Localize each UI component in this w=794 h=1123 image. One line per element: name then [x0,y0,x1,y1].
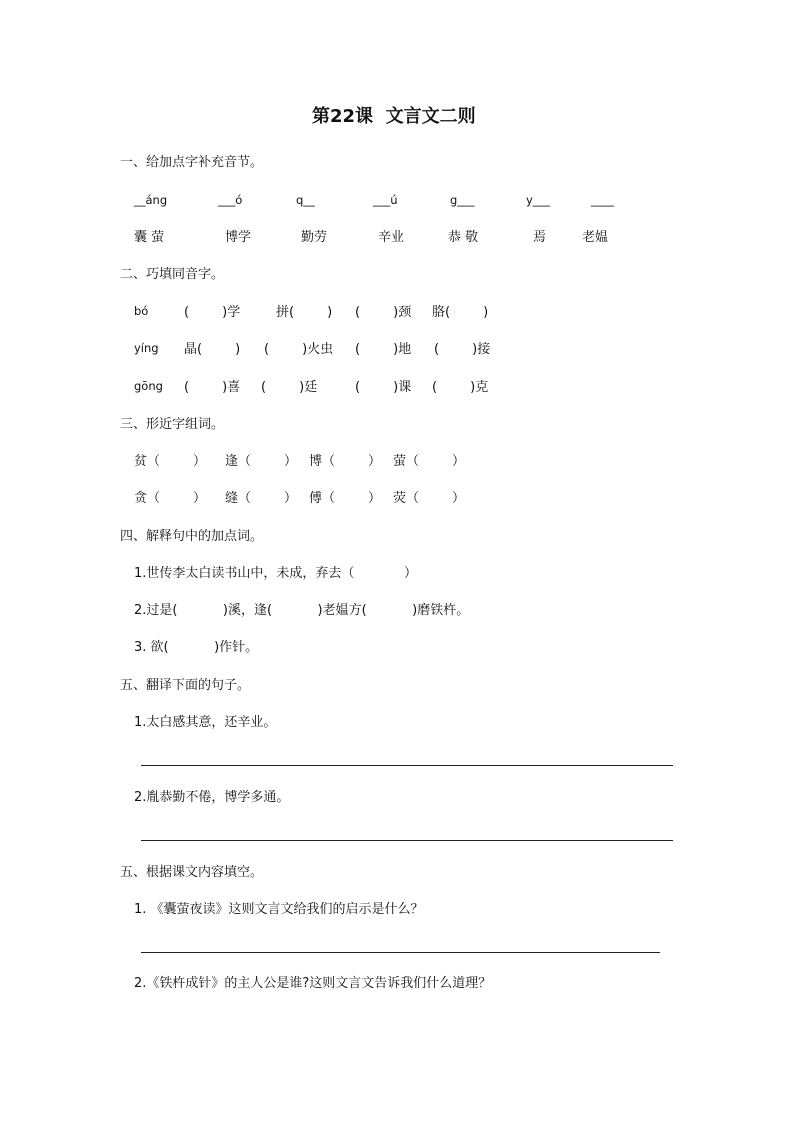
row-pinyin: bó [134,304,149,318]
fill-item: 胳( ) [432,305,489,320]
pinyin-blank: y___ [526,193,551,207]
answer-line [141,952,660,953]
word: 博学 [225,230,252,245]
question-item: 1.世传李太白读书山中，未成，弃去（ ） [134,566,417,581]
word: 焉 [533,230,547,245]
fill-item: ( )学 [184,305,241,320]
question-item: 1. 《囊萤夜读》这则文言文给我们的启示是什么？ [134,902,424,917]
pinyin-blank: q__ [296,193,315,207]
fill-item: ( )颈 [355,305,412,320]
word-group-item: 贪（ ） [134,491,207,506]
word: 辛业 [378,230,405,245]
section-1-heading: 一、给加点字补充音节。 [120,155,264,170]
question-item: 2.胤恭勤不倦，博学多通。 [134,790,290,805]
fill-item: ( )接 [434,342,491,357]
fill-item: ( )廷 [261,380,318,395]
fill-item: ( )喜 [184,380,241,395]
word-group-item: 博（ ） [309,454,382,469]
pinyin-blank: ___ó [218,193,243,207]
row-pinyin: yíng [134,341,159,355]
section-3-heading: 三、形近字组词。 [120,417,225,432]
fill-item: 晶( ) [184,342,241,357]
section-2-heading: 二、巧填同音字。 [120,267,225,282]
word-group-item: 逢（ ） [225,454,298,469]
word: 老媪 [582,230,609,245]
section-4-heading: 四、解释句中的加点词。 [120,529,264,544]
section-6-heading: 五、根据课文内容填空。 [120,865,264,880]
word: 勤劳 [301,230,328,245]
word: 恭 敬 [448,230,479,245]
word-group-item: 傅（ ） [309,491,382,506]
section-5-heading: 五、翻译下面的句子。 [120,678,251,693]
question-item: 2.过是( )溪，逢( )老媪方( )磨铁杵。 [134,603,470,618]
fill-item: ( )火虫 [264,342,334,357]
question-item: 3. 欲( )作针。 [134,640,259,655]
pinyin-blank: g___ [450,193,475,207]
fill-item: ( )课 [355,380,412,395]
fill-item: 拼( ) [276,305,333,320]
fill-item: ( )地 [355,342,412,357]
pinyin-blank: ___ú [373,193,398,207]
word-group-item: 缝（ ） [225,491,298,506]
question-item: 1.太白感其意，还辛业。 [134,715,277,730]
question-item: 2.《铁杵成针》的主人公是谁?这则文言文告诉我们什么道理？ [134,976,492,991]
answer-line [141,840,673,841]
answer-line [141,765,673,766]
word-group-item: 贫（ ） [134,454,207,469]
fill-item: ( )克 [432,380,489,395]
pinyin-blank: __áng [134,193,168,207]
row-pinyin: gōng [134,379,163,393]
word: 囊 萤 [134,230,165,245]
pinyin-blank: ____ [591,193,614,207]
page-title: 第22课 文言文二则 [312,106,476,127]
word-group-item: 萤（ ） [393,454,466,469]
word-group-item: 荧（ ） [393,491,466,506]
